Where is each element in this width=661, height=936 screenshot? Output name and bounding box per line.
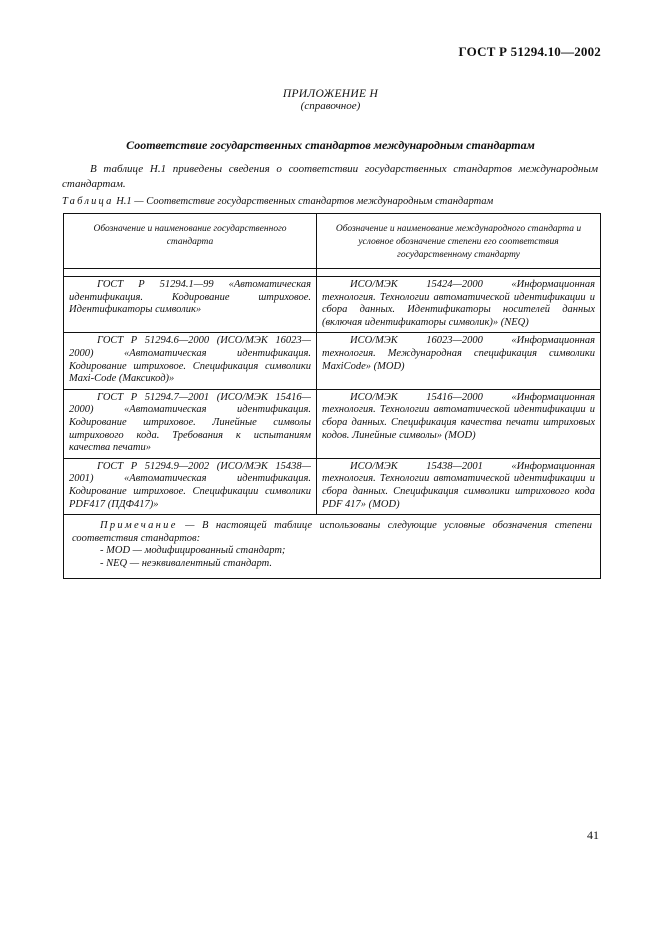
table-note [64, 515, 601, 579]
section-title: Соответствие государственных стандартов международным стандартам [126, 138, 535, 152]
annex-title: ПРИЛОЖЕНИЕ Н [282, 88, 379, 100]
standard-code-header: ГОСТ Р 51294.10—2002 [458, 44, 601, 59]
international-standard-text: ИСО/МЭК 16023—2000 «Информационная технология. Международная спецификация символики MaxiCode» (MOD) [322, 335, 595, 372]
international-standard-cell [317, 458, 601, 514]
national-standard-cell [64, 277, 317, 333]
page-number: 41 [587, 828, 599, 842]
table-note-row [64, 515, 601, 579]
note-text: — В настоящей таблице использованы следующие условные обозначения степени соответствия стандартов: [72, 520, 592, 544]
national-standard-cell [64, 389, 317, 458]
table-header-row [64, 214, 601, 269]
national-standard-text: ГОСТ Р 51294.9—2002 (ИСО/МЭК 15438—2001) «Автоматическая идентификация. Кодирование штриховое. Спецификации символики PDF417 (ПДФ417)» [69, 460, 311, 510]
intro-paragraph: В таблице Н.1 приведены сведения о соответствии государственных стандартов международным стандартам. [62, 163, 598, 190]
table-caption-text: Н.1 — Соответствие государственных стандартов международным стандартам [113, 196, 494, 207]
note-item-neq: - NEQ — неэквивалентный стандарт. [100, 557, 272, 569]
annex-heading [0, 88, 661, 112]
note-item-mod: - MOD — модифицированный стандарт; [100, 545, 286, 557]
header-separator-cell [64, 269, 317, 277]
note-paragraph [72, 520, 592, 545]
header-separator [64, 269, 601, 277]
note-label: Примечание [100, 520, 178, 532]
table-caption-label: Таблица [62, 196, 114, 207]
international-standard-text: ИСО/МЭК 15416—2000 «Информационная технология. Технологии автоматической идентификации и сбора данных. Спецификация качества печати штриховых кодов. Линейные символы» (MOD) [322, 391, 595, 441]
international-standard-text: ИСО/МЭК 15438—2001 «Информационная технология. Технологии автоматической идентификации и сбора данных. Спецификация символики штрихового кода PDF 417» (MOD) [322, 460, 595, 510]
header-national-standard: Обозначение и наименование государственного стандарта [64, 214, 317, 269]
table-row [64, 277, 601, 333]
international-standard-cell [317, 277, 601, 333]
table-caption [62, 196, 602, 207]
header-separator-cell [317, 269, 601, 277]
national-standard-text: ГОСТ Р 51294.1—99 «Автоматическая идентификация. Кодирование штриховое. Идентификаторы символик» [69, 279, 311, 316]
annex-subtitle: (справочное) [300, 100, 361, 112]
header-international-standard: Обозначение и наименование международного стандарта и условное обозначение степени его соответствия государственному стандарту [317, 214, 601, 269]
national-standard-text: ГОСТ Р 51294.6—2000 (ИСО/МЭК 16023—2000) «Автоматическая идентификация. Кодирование штриховое. Спецификация символики Maxi-Code (Максикод)» [69, 335, 311, 385]
table-row [64, 389, 601, 458]
national-standard-text: ГОСТ Р 51294.7—2001 (ИСО/МЭК 15416—2000) «Автоматическая идентификация. Кодирование штриховое. Линейные символы штрихового кода. Требования к испытаниям качества печати» [69, 391, 311, 454]
national-standard-cell [64, 458, 317, 514]
international-standard-cell [317, 389, 601, 458]
table-row [64, 333, 601, 389]
correspondence-table [63, 213, 601, 579]
national-standard-cell [64, 333, 317, 389]
international-standard-cell [317, 333, 601, 389]
table-row [64, 458, 601, 514]
international-standard-text: ИСО/МЭК 15424—2000 «Информационная технология. Технологии автоматической идентификации и сбора данных. Идентификаторы носителей данных (включая идентификаторы символик)» (NEQ) [322, 279, 595, 328]
